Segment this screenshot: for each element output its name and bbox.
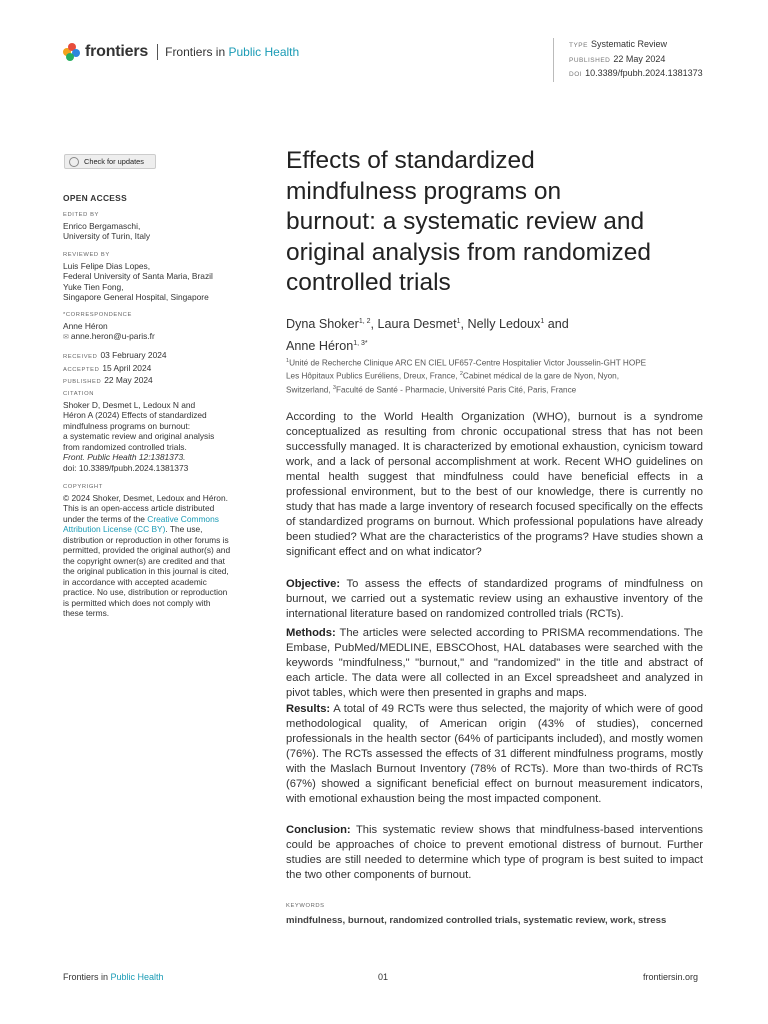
cc-by-link[interactable]: Attribution License (CC BY): [63, 524, 166, 534]
intro-paragraph: According to the World Health Organization (WHO), burnout is a syndrome conceptualized as resulting from chronic occupational stress that has not been successfully managed. It is characterized by emotional exhaustion, cynicism toward work, and a lack of personal accomplishment at work. Recent WHO guidelines on mental health suggest that mindfulness could have beneficial effects in a professional environment, but to the best of our knowledge, there is currently no study that has made a large inventory of research focused specifically on the effects of standardized programs on burnout. Which professional populations have already been studied? What are the characteristics of the programs? Have studies shown a significant effect and on what indicator?: [286, 411, 703, 558]
journal-name[interactable]: Frontiers in Public Health: [165, 45, 300, 59]
article-meta: TYPE Systematic Review PUBLISHED 22 May 2024 DOI 10.3389/fpubh.2024.1381373: [553, 38, 703, 82]
abstract-methods: Methods: The articles were selected according to PRISMA recommendations. The Embase, PubMed/MEDLINE, EBSCOhost, HAL databases were searched with the keywords "mindfulness," "burnout," and "randomized" in the title and abstract of each article. The data were all collected in an Excel spreadsheet and analyzed in pivot tables, which were then presented in graphs and maps.: [286, 627, 704, 699]
email-icon: ✉: [63, 334, 71, 341]
open-access-label: OPEN ACCESS: [63, 193, 127, 203]
reviewed-by: REVIEWED BY Luis Felipe Dias Lopes, Federal University of Santa Maria, Brazil Yuke Tien Fong, Singapore General Hospital, Singapore: [63, 252, 213, 302]
keywords-label: KEYWORDS: [286, 903, 325, 909]
journal-header: [63, 41, 299, 63]
abstract-conclusion: Conclusion: This systematic review shows that mindfulness-based interventions could be approaches of choice to prevent emotional distress of burnout. Further studies are still needed to determine which type of program is best suited to impact the two other components of burnout.: [286, 824, 703, 881]
author-name[interactable]: Anne Héron: [286, 339, 354, 354]
article-title: Effects of standardized mindfulness programs on burnout: a systematic review and original analysis from randomized controlled trials: [286, 147, 651, 296]
page-number: 01: [378, 972, 389, 982]
citation: CITATION Shoker D, Desmet L, Ledoux N and Héron A (2024) Effects of standardized mindfulness programs on burnout: a systematic review and original analysis from randomized controlled trials. Front. Public Health 12:1381373. doi: 10.3389/fpubh.2024.1381373: [63, 391, 215, 473]
abstract-results: Results: A total of 49 RCTs were thus selected, the majority of which were of good methodological quality, of American origin (43% of studies), concerned professionals in the health sector (64% of participants included), and mostly women (76%). The RCTs assessed the effects of 31 different mindfulness programs, mostly with the Maslach Burnout Inventory (78% of RCTs). More than two-thirds of RCTs (67%) showed a significant beneficial effect on burnout measurement indicators, with emotional exhaustion being the most impacted component.: [286, 703, 703, 805]
edited-by: EDITED BY Enrico Bergamaschi, University of Turin, Italy: [63, 212, 151, 241]
article-type: Systematic Review: [590, 39, 668, 49]
frontiers-logo-text[interactable]: frontiers: [85, 43, 149, 60]
cc-license-link[interactable]: Creative Commons: [147, 513, 219, 524]
correspondence-email-link[interactable]: anne.heron@u-paris.fr: [70, 331, 155, 341]
header-divider: [157, 44, 158, 60]
published-date: 22 May 2024: [613, 53, 666, 64]
doi-link[interactable]: 10.3389/fpubh.2024.1381373: [585, 68, 703, 78]
article-dates: RECEIVED 03 February 2024 ACCEPTED 15 April 2024 PUBLISHED 22 May 2024: [63, 350, 167, 385]
check-for-updates-button[interactable]: Check for updates: [64, 154, 156, 169]
copyright: COPYRIGHT © 2024 Shoker, Desmet, Ledoux and Héron. This is an open-access article distributed under the terms of the Creative Commons Attribution License (CC BY). The use, distribution or reproduction in other forums is permitted, provided the original author(s) and the copyright owner(s) are credited and that the original publication in this journal is cited, in accordance with accepted academic practice. No use, distribution or reproduction is permitted which does not comply with these terms.: [63, 484, 231, 618]
author-list: Dyna Shoker$^{1, 2}$, Laura Desmet$^1$, Nelly Ledoux$^1$ and Anne Héron$^{1, 3*}$: [286, 317, 569, 354]
update-check-icon: [69, 157, 79, 167]
author-name[interactable]: Laura Desmet: [377, 317, 457, 332]
abstract-objective: Objective: To assess the effects of standardized programs of mindfulness on burnout, we carried out a systematic review using an exhaustive inventory of the international literature based on randomized controlled trials (RCTs).: [286, 578, 703, 620]
footer-site-link[interactable]: frontiersin.org: [643, 972, 699, 982]
author-name[interactable]: Nelly Ledoux: [467, 317, 541, 332]
footer-journal: Frontiers in Public Health: [63, 972, 164, 982]
affiliations: $^1$Unité de Recherche Clinique ARC EN CIEL UF657-Centre Hospitalier Victor Jousselin-GHT HOPE Les Hôpitaux Publics Euréliens, Dreux, France, $^2$Cabinet médical de la gare de Nyon, Nyon, Switzerland, $^3$Faculté de Santé - Pharmacie, Université Paris Cité, Paris, France: [286, 358, 647, 395]
correspondence: *CORRESPONDENCE Anne Héron ✉ anne.heron@u-paris.fr: [63, 312, 155, 341]
keywords: mindfulness, burnout, randomized controlled trials, systematic review, work, stress: [286, 915, 667, 926]
author-name[interactable]: Dyna Shoker: [286, 317, 359, 332]
frontiers-logo-icon: [63, 43, 81, 61]
